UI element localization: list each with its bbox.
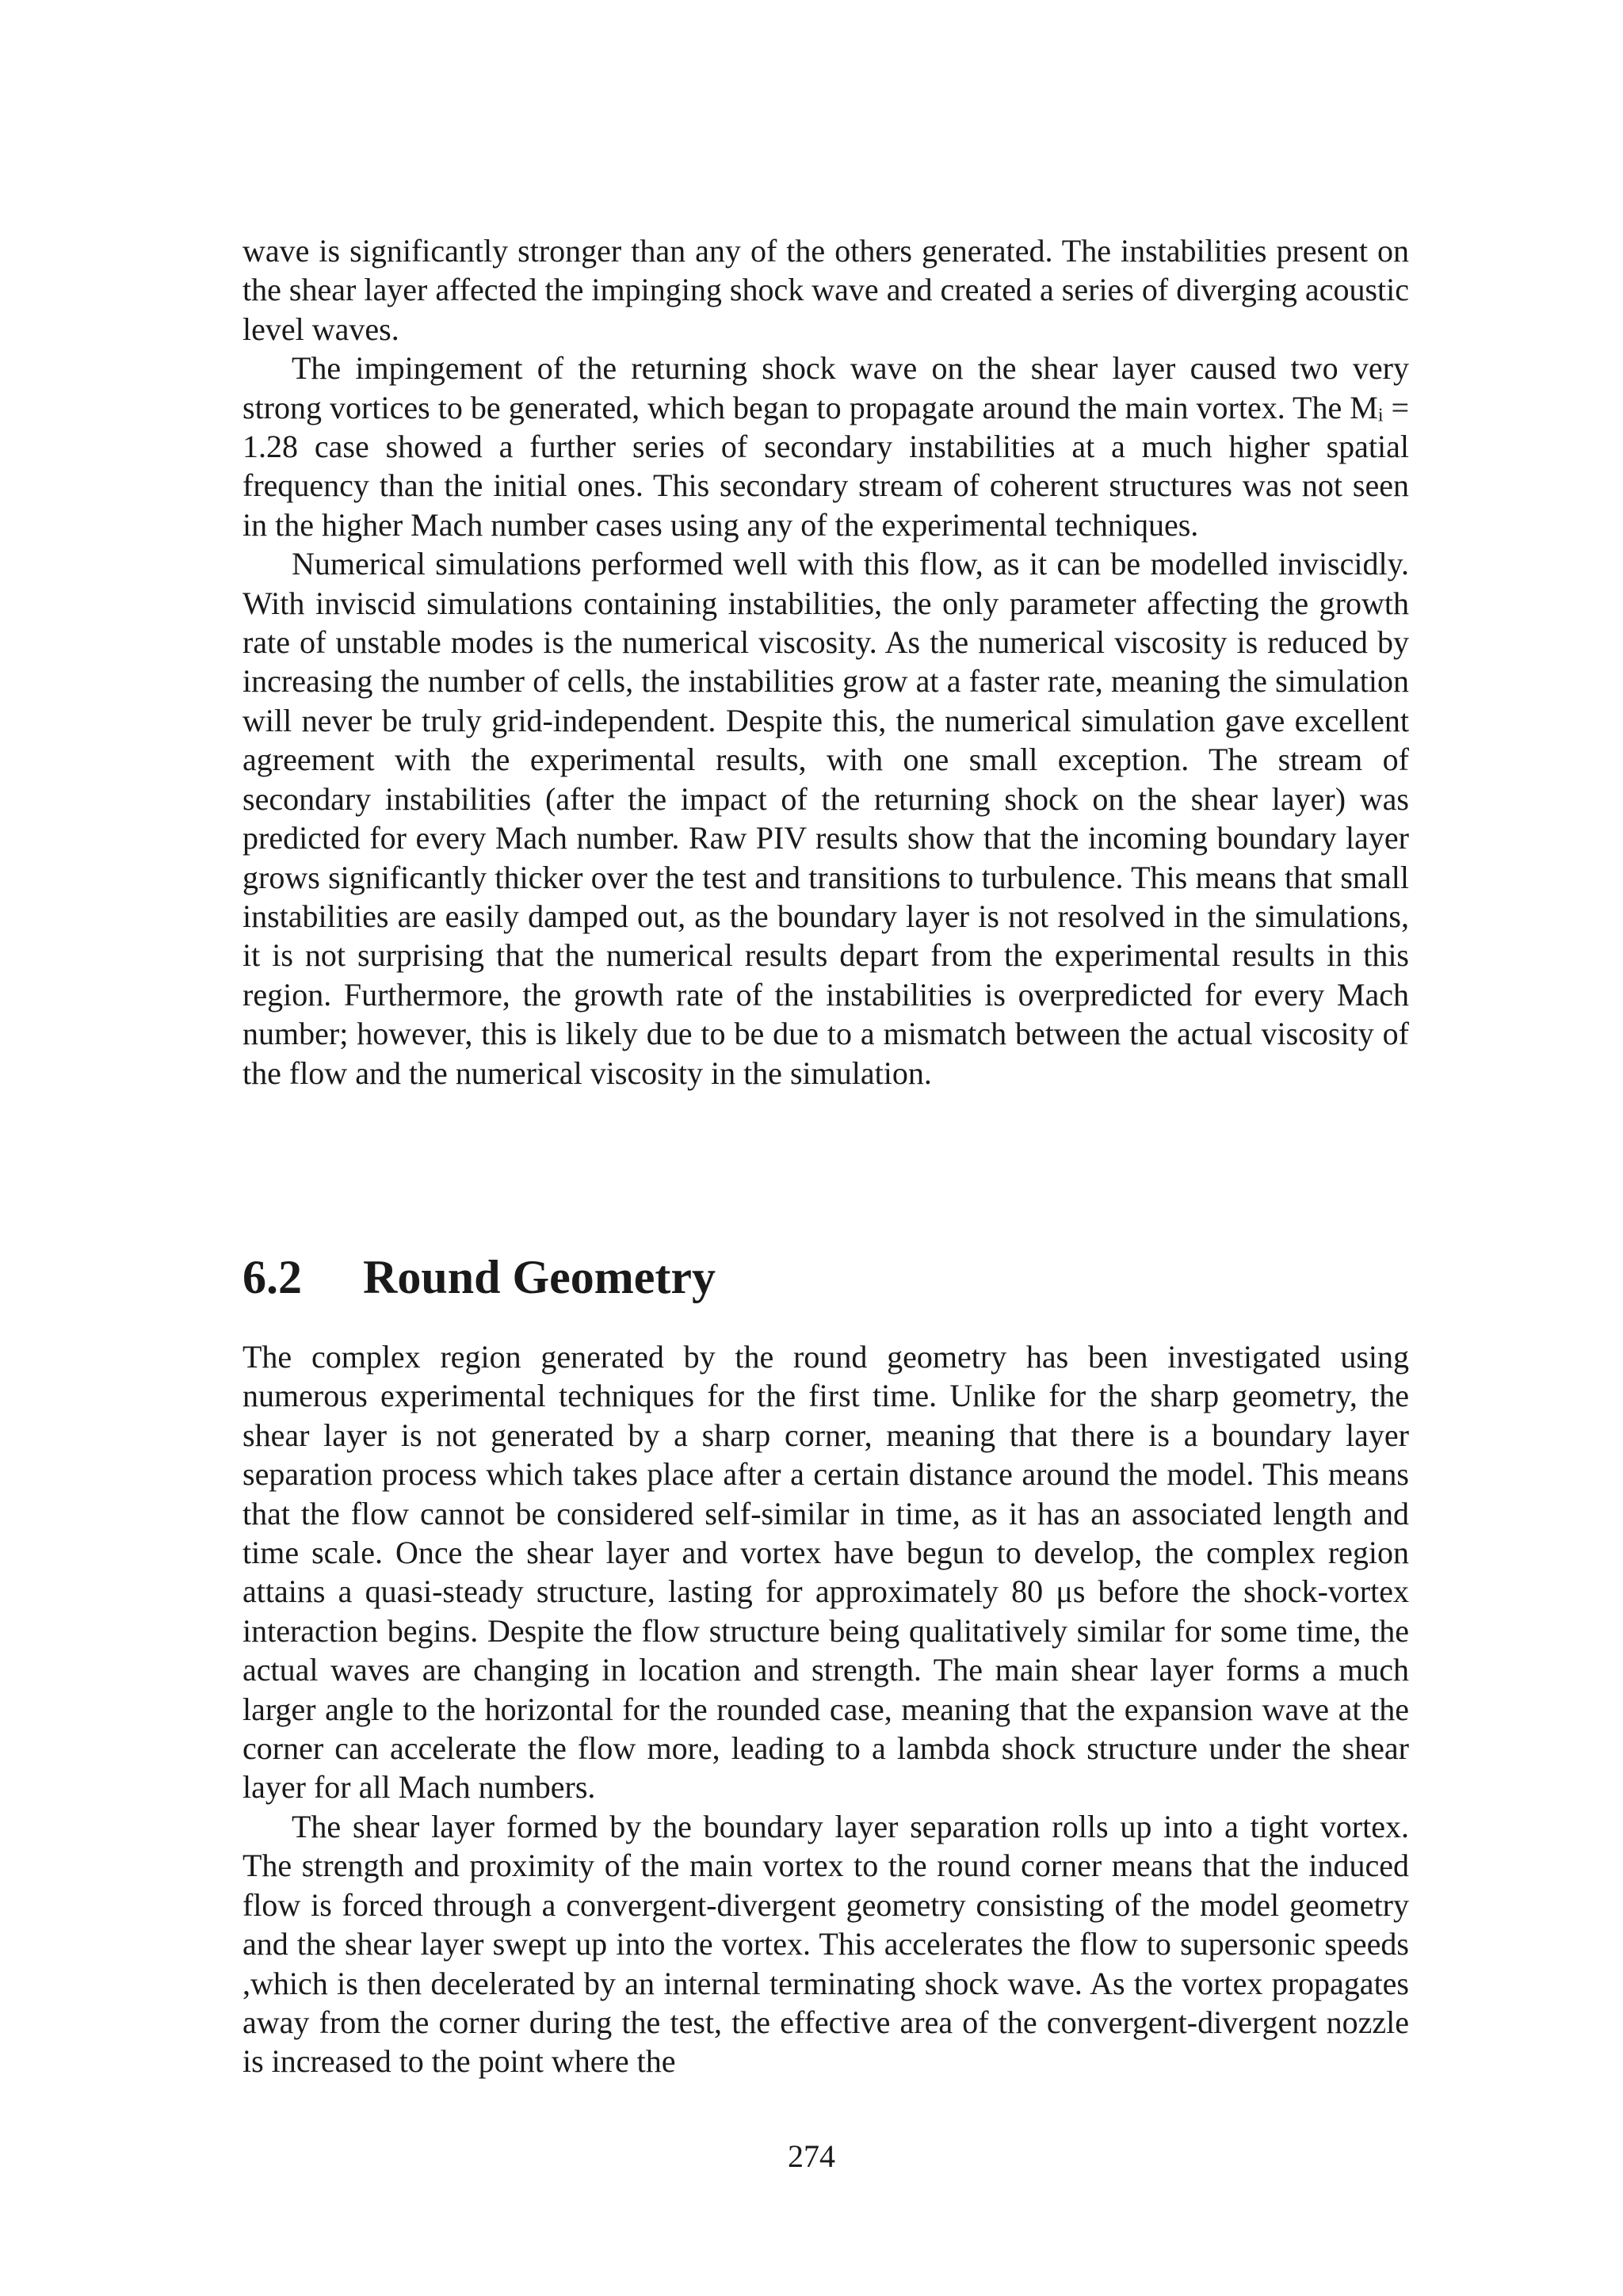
body-text-top	[242, 231, 1409, 1093]
paragraph-shear-layer-vortex: The shear layer formed by the boundary layer separation rolls up into a tight vortex. The strength and proximity of the main vortex to the round corner means that the induced flow is forced through a convergent-divergent geometry consisting of the model geometry and the shear layer swept up into the vortex. This accelerates the flow to supersonic speeds ,which is then decelerated by an internal terminating shock wave. As the vortex propagates away from the corner during the test, the effective area of the convergent-divergent nozzle is increased to the point where the	[242, 1808, 1409, 2080]
paragraph-continued: wave is significantly stronger than any of the others generated. The instabilities present on the shear layer affected the impinging shock wave and created a series of diverging acoustic level waves.	[242, 233, 1409, 347]
paragraph-returning-shock: The impingement of the returning shock wave on the shear layer caused two very strong vortices to be generated, which began to propagate around the main vortex. The Mᵢ = 1.28 case showed a further series of secondary instabilities at a much higher spatial frequency than the initial ones. This secondary stream of coherent structures was not seen in the higher Mach number cases using any of the experimental techniques.	[242, 350, 1409, 543]
paragraph-complex-region: The complex region generated by the round geometry has been investigated using numerous experimental techniques for the first time. Unlike for the sharp geometry, the shear layer is not generated by a sharp corner, meaning that there is a boundary layer separation process which takes place after a certain distance around the model. This means that the flow cannot be considered self-similar in time, as it has an associated length and time scale. Once the shear layer and vortex have begun to develop, the complex region attains a quasi-steady structure, lasting for approximately 80 μs before the shock-vortex interaction begins. Despite the flow structure being qualitatively similar for some time, the actual waves are changing in location and strength. The main shear layer forms a much larger angle to the horizontal for the rounded case, meaning that the expansion wave at the corner can accelerate the flow more, leading to a lambda shock structure under the shear layer for all Mach numbers.	[242, 1339, 1409, 1806]
section-number: 6.2	[242, 1251, 302, 1303]
paragraph-numerical-simulations: Numerical simulations performed well with this flow, as it can be modelled inviscidly. With inviscid simulations containing instabilities, the only parameter affecting the growth rate of unstable modes is the numerical viscosity. As the numerical viscosity is reduced by increasing the number of cells, the instabilities grow at a faster rate, meaning the simulation will never be truly grid-independent. Despite this, the numerical simulation gave excellent agreement with the experimental results, with one small exception. The stream of secondary instabilities (after the impact of the returning shock on the shear layer) was predicted for every Mach number. Raw PIV results show that the incoming boundary layer grows significantly thicker over the test and transitions to turbulence. This means that small instabilities are easily damped out, as the boundary layer is not resolved in the simulations, it is not surprising that the numerical results depart from the experimental results in this region. Furthermore, the growth rate of the instabilities is overpredicted for every Mach number; however, this is likely due to be due to a mismatch between the actual viscosity of the flow and the numerical viscosity in the simulation.	[242, 546, 1409, 1091]
page-number: 274	[788, 2138, 835, 2174]
section-heading	[242, 1245, 716, 1309]
section-title: Round Geometry	[363, 1251, 716, 1303]
body-text-section	[242, 1337, 1409, 2081]
